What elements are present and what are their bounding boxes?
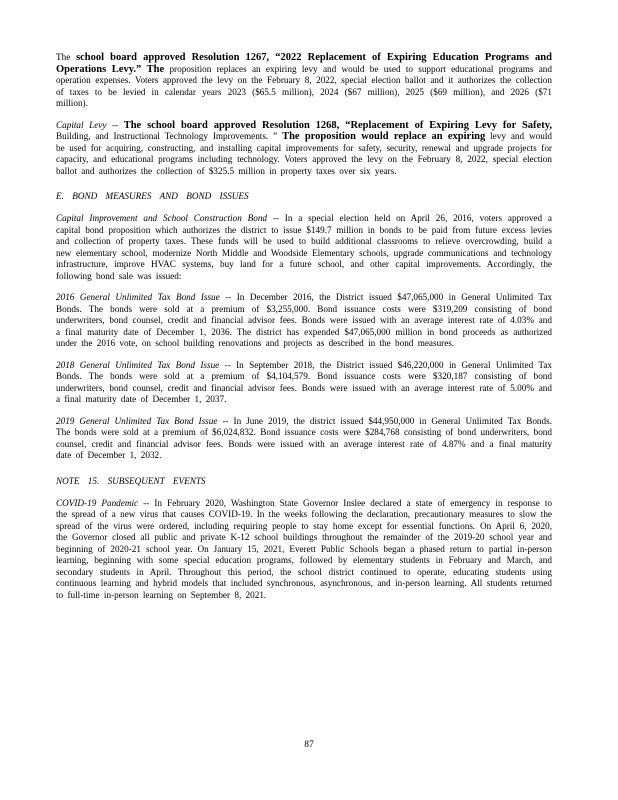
- section-heading-subsequent-events: NOTE 15. SUBSEQUENT EVENTS: [56, 475, 206, 486]
- paragraph-capital-levy: [56, 120, 552, 178]
- paragraph-covid: [56, 498, 552, 602]
- paragraph-lead: school board approved Resolution 1267, “2022 Replacement of Expiring Education Programs and Operations Levy.” The: [56, 52, 552, 75]
- paragraph-lead-2: The proposition would replace an expiring: [282, 131, 486, 142]
- paragraph-ep-levy: [56, 52, 552, 110]
- page-content: [56, 52, 552, 611]
- paragraph-italic-title: Capital Improvement and School Construction Bond: [56, 213, 268, 223]
- paragraph-italic-title: 2018 General Unlimited Tax Bond Issue: [56, 359, 220, 370]
- paragraph-body: levy and would be used for acquiring, constructing, and installing capital improvements for safety, security, renewal and upgrade projects for capacity, and educational programs including technology. Voters approved the levy on the February 8, 2022, special election ballot and authorizes the collection of $325.5 million in property taxes over six years.: [56, 131, 552, 176]
- paragraph-italic-title: COVID-19 Pandemic: [56, 497, 139, 508]
- paragraph-prefix: The: [56, 52, 77, 62]
- paragraph-2019-bond: [56, 416, 552, 462]
- paragraph-italic-title: Capital Levy: [56, 119, 107, 130]
- page-number: 87: [304, 740, 314, 750]
- paragraph-italic-title: 2019 General Unlimited Tax Bond Issue: [56, 415, 218, 426]
- paragraph-2018-bond: [56, 360, 552, 406]
- paragraph-capital-bond: [56, 213, 552, 282]
- paragraph-body: proposition replaces an expiring levy and would be used to support educational programs and operation expenses. Voters approved the levy on the February 8, 2022, special election ballot and it authorizes the collection of taxes to be levied in calendar years 2023 ($65.5 million), 2024 ($67 million), 2025 ($69 million), and 2026 ($71 million).: [56, 63, 552, 108]
- paragraph-dash: --: [106, 119, 124, 130]
- paragraph-2016-bond: [56, 292, 552, 350]
- section-heading-bond-measures: E. BOND MEASURES AND BOND ISSUES: [56, 191, 249, 201]
- paragraph-body: -- In February 2020, Washington State Governor Inslee declared a state of emergency in response to the spread of a new virus that causes COVID-19. In the weeks following the declaration, precautionary measures to slow the spread of the virus were ordered, including requiring people to stay home except for essential functions. On April 6, 2020, the Governor closed all public and private K-12 school buildings throughout the remainder of the 2019-20 school year and beginning of 2020-21 school year. On January 15, 2021, Everett Public Schools began a phased return to partial in-person learning, beginning with some special education programs, followed by elementary students in February and March, and secondary students in April. Throughout this period, the school district continued to operate, educating students using continuous learning and hybrid models that included synchronous, asynchronous, and in-person learning. All students returned to full-time in-person learning on September 8, 2021.: [56, 497, 552, 600]
- paragraph-body: -- In a special election held on April 26, 2016, voters approved a capital bond proposition which authorizes the district to issue $149.7 million in bonds to be paid from future excess levies and collection of property taxes. These funds will be used to build additional classrooms to relieve overcrowding, build a new elementary school, modernize North Middle and Woodside Elementary schools, upgrade communications and technology infrastructure, improve HVAC systems, buy land for a future school, and other capital improvements. Accordingly, the following bond sale was issued:: [56, 213, 552, 281]
- paragraph-italic-title: 2016 General Unlimited Tax Bond Issue: [56, 292, 220, 302]
- paragraph-body: -- In December 2016, the District issued $47,065,000 in General Unlimited Tax Bonds. The bonds were sold at a premium of $3,255,000. Bond issuance costs were $319,209 consisting of bond underwriters, bond counsel, credit and financial advisor fees. Bonds were issued with an average interest rate of 4.03% and a final maturity date of December 1, 2036. The district has expended $47,065,000 million in bond proceeds as authorized under the 2016 vote, on school building renovations and projects as described in the bond measures.: [56, 292, 552, 348]
- paragraph-lead: The school board approved Resolution 1268, “Replacement of Expiring Levy for Safety,: [123, 119, 552, 131]
- paragraph-mid: Building, and Instructional Technology Improvements. ”: [56, 131, 283, 141]
- paragraph-body: -- In September 2018, the District issued $46,220,000 in General Unlimited Tax Bonds. The bonds were sold at a premium of $4,104,579. Bond issuance costs were $320,187 consisting of bond underwriters, bond counsel, credit and financial advisor fees. Bonds were issued with an average interest rate of 5.00% and a final maturity date of December 1, 2037.: [56, 359, 552, 404]
- paragraph-body: -- In June 2019, the district issued $44,950,000 in General Unlimited Tax Bonds. The bonds were sold at a premium of $6,024,832. Bond issuance costs were $284,768 consisting of bond underwriters, bond counsel, credit and financial advisor fees. Bonds were issued with an average interest rate of 4.87% and a final maturity date of December 1, 2032.: [56, 415, 552, 460]
